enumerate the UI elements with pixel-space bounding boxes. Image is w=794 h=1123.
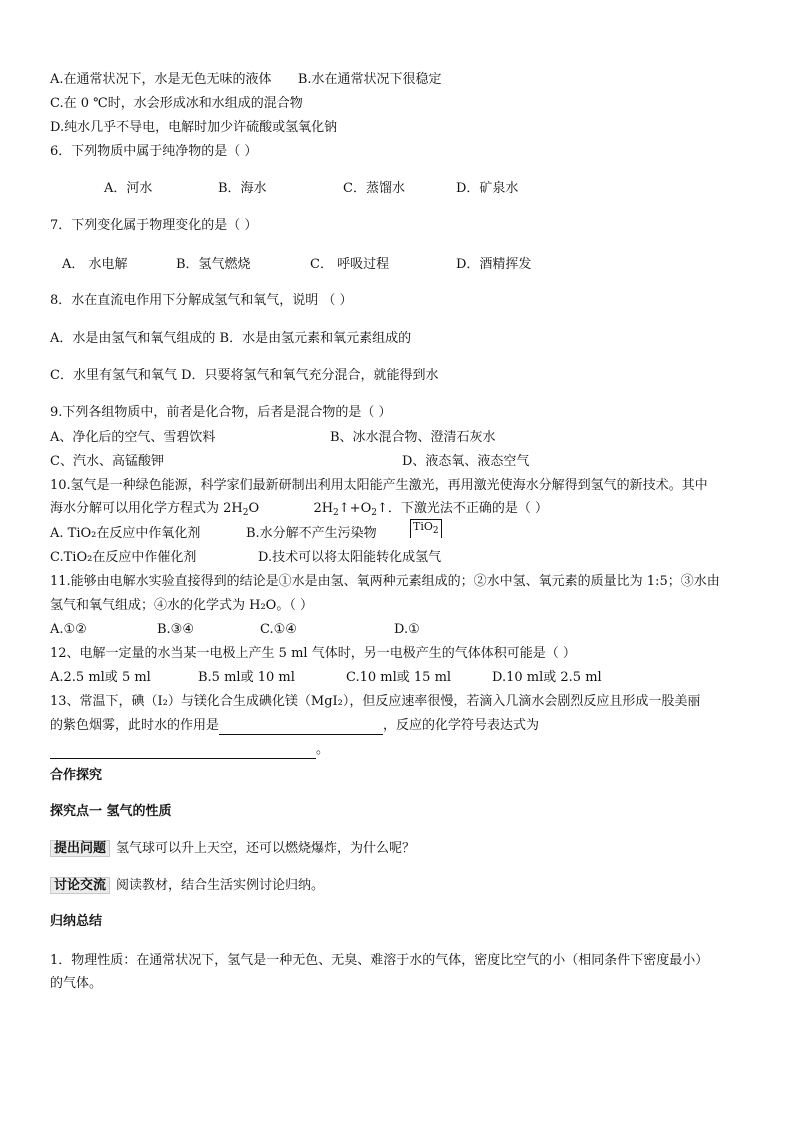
q7-option-a: A． 水电解 <box>62 257 128 272</box>
q11-option-b: B.③④ <box>157 622 194 637</box>
ask-question-text: 氢气球可以升上天空，还可以燃烧爆炸，为什么呢？ <box>116 841 416 856</box>
catalyst-tio2-box: TiO$_2$ <box>410 519 442 538</box>
q10-stem-line1: 10.氢气是一种绿色能源，科学家们最新研制出利用太阳能产生激光，再用激光使海水分解得到氢气的新技术。其中 <box>50 478 708 493</box>
q13-stem-line2: 的紫色烟雾，此时水的作用是 ，反应的化学符号表达式为 <box>50 718 540 733</box>
ask-question-row <box>50 840 415 857</box>
discuss-label: 讨论交流 <box>50 877 110 894</box>
q13-blank-water-role[interactable] <box>219 717 383 735</box>
laser-condition: 激光 <box>413 501 440 516</box>
q10-option-d: D.技术可以将太阳能转化成氢气 <box>258 550 442 565</box>
q5-option-b: B.水在通常状况下很稳定 <box>297 72 442 87</box>
q5-option-c: C.在 0 ℃时，水会形成冰和水组成的混合物 <box>50 96 303 111</box>
q9-stem: 9.下列各组物质中，前者是化合物，后者是混合物的是（ ） <box>50 405 392 420</box>
q8-stem: 8．水在直流电作用下分解成氢气和氧气，说明 （ ） <box>50 293 353 308</box>
q9-option-b: B、冰水混合物、澄清石灰水 <box>330 430 496 445</box>
q7-option-d: D．酒精挥发 <box>456 257 532 272</box>
q10-option-a: A. TiO₂在反应中作氧化剂 <box>50 526 201 541</box>
q6-option-b: B．海水 <box>218 181 267 196</box>
q10-option-b: B.水分解不产生污染物 <box>246 526 377 541</box>
q12-stem: 12、电解一定量的水当某一电极上产生 5 ml 气体时，另一电极产生的气体体积可能是（ ） <box>50 646 576 661</box>
q6-option-a: A．河水 <box>104 181 153 196</box>
ask-question-label: 提出问题 <box>50 840 110 857</box>
discuss-row <box>50 877 324 894</box>
section-cooperate-heading: 合作探究 <box>50 768 103 783</box>
q11-option-d: D.① <box>394 622 420 637</box>
q11-stem-line1: 11.能够由电解水实验直接得到的结论是①水是由氢、氧两种元素组成的；②水中氢、氧元素的质量比为 1:5；③水由 <box>50 574 720 589</box>
q11-option-a: A.①② <box>50 622 87 637</box>
q13-blank-equation[interactable] <box>50 741 316 759</box>
q5-options-row1 <box>50 71 442 88</box>
q9-option-a: A、净化后的空气、雪碧饮料 <box>50 430 216 445</box>
q5-option-d: D.纯水几乎不导电，电解时加少许硫酸或氢氧化钠 <box>50 120 338 135</box>
summary-heading: 归纳总结 <box>50 914 103 929</box>
section-point1-heading: 探究点一 氢气的性质 <box>50 804 172 819</box>
q6-option-d: D．矿泉水 <box>456 181 519 196</box>
q9-option-d: D、液态氧、液态空气 <box>402 454 530 469</box>
q13-stem-line1: 13、常温下，碘（I₂）与镁化合生成碘化镁（MgI₂），但反应速率很慢，若滴入几滴水会剧烈反应且形成一股美丽 <box>50 694 701 709</box>
q12-option-b: B.5 ml或 10 ml <box>198 670 295 685</box>
physical-property-line1: 1．物理性质：在通常状况下，氢气是一种无色、无臭、难溶于水的气体，密度比空气的小（相同条件下密度最小） <box>50 953 709 968</box>
q11-stem-line2: 氢气和氧气组成；④水的化学式为 H₂O。（ ） <box>50 598 313 613</box>
q6-stem: 6．下列物质中属于纯净物的是（ ） <box>50 144 258 159</box>
q8-options-ab: A．水是由氢气和氧气组成的 B．水是由氢元素和氧元素组成的 <box>50 331 412 346</box>
q7-option-c: C． 呼吸过程 <box>310 257 390 272</box>
q13-stem-line3: 。 <box>50 741 329 759</box>
physical-property-line2: 的气体。 <box>50 976 103 991</box>
q8-options-cd: C．水里有氢气和氧气 D．只要将氢气和氧气充分混合，就能得到水 <box>50 368 439 383</box>
q12-option-c: C.10 ml或 15 ml <box>346 670 452 685</box>
discuss-text: 阅读教材，结合生活实例讨论归纳。 <box>116 878 325 893</box>
q7-stem: 7．下列变化属于物理变化的是（ ） <box>50 218 258 233</box>
q7-option-b: B．氢气燃烧 <box>176 257 251 272</box>
q10-stem-line2: 海水分解可以用化学方程式为 $2H_2O$ $2H_2↑+O_2↑$．下激光法不正确的是（ ） <box>50 501 549 518</box>
q5-option-a: A.在通常状况下，水是无色无味的液体 <box>50 72 272 87</box>
q10-option-c: C.TiO₂在反应中作催化剂 <box>50 550 197 565</box>
q11-option-c: C.①④ <box>260 622 297 637</box>
q6-option-c: C．蒸馏水 <box>343 181 405 196</box>
q9-option-c: C、汽水、高锰酸钾 <box>50 454 164 469</box>
q12-option-a: A.2.5 ml或 5 ml <box>50 670 151 685</box>
q12-option-d: D.10 ml或 2.5 ml <box>492 670 602 685</box>
